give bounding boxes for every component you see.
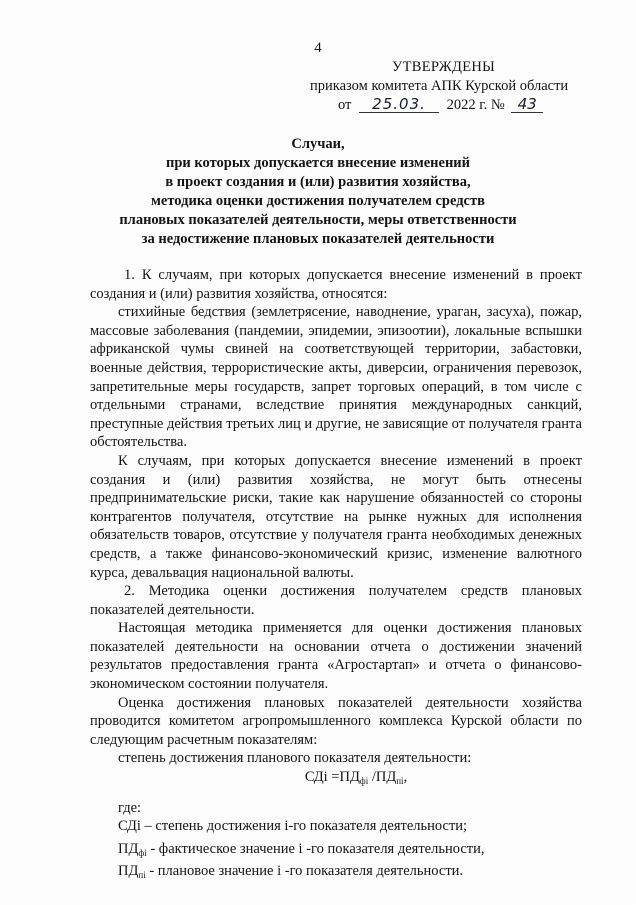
document-body — [90, 266, 582, 885]
paragraph: Настоящая методика применяется для оценки достижения плановых показателей деятельности на основании отчета о достижении значений результатов предоставления гранта «Агростартап» и отчета о финансово-экономическом состоянии получателя. — [90, 620, 582, 693]
heading-line: Случаи, — [291, 136, 345, 152]
definition-item: $ПД_{фi}$ - фактическое значение i -го показателя деятельности, — [118, 840, 485, 858]
heading-line: плановых показателей деятельности, меры ответственности — [119, 212, 517, 228]
approval-line: приказом комитета АПК Курской области — [310, 78, 569, 94]
year-text: 2022 г. № — [446, 97, 505, 113]
paragraph: К случаям, при которых допускается внесение изменений в проект создания и (или) развития хозяйства, не могут быть отнесены предпринимательские риски, такие как нарушение обязанностей со стороны контрагентов получателя, отсутствие на рынке нужных для исполнения обязательств товаров, отсутствие у получателя гранта необходимых денежных средств, а также финансово-экономический кризис, изменение валютного курса, девальвация национальной валюты. — [90, 452, 582, 581]
approval-stamp — [300, 58, 600, 115]
heading-line: за недостижение плановых показателей деятельности — [141, 231, 495, 247]
paragraph: Оценка достижения плановых показателей деятельности хозяйства проводится комитетом агропромышленного комплекса Курской области по следующим расчетным показателям: — [90, 694, 582, 748]
paragraph: 1. К случаям, при которых допускается внесение изменений в проект создания и (или) развития хозяйства, относятся: — [90, 267, 582, 302]
where-label: где: — [118, 799, 142, 816]
heading-line: методика оценки достижения получателем средств — [151, 193, 485, 209]
formula: СДi $=ПД_{фi}$ $/ПД_{пi}$, — [304, 769, 408, 787]
approval-date-line — [300, 96, 600, 115]
handwritten-date: 25.03. — [359, 97, 439, 113]
definition-item: $ПД_{пi}$ - плановое значение i -го показателя деятельности. — [118, 863, 464, 881]
paragraph: стихийные бедствия (землетрясение, наводнение, ураган, засуха), пожар, массовые заболевания (пандемии, эпидемии, эпизоотии), локальные вспышки африканской чумы свиней на соответствующей территории, забастовки, военные действия, террористические акты, диверсии, ограничения перевозок, запретительные меры государств, запрет торговых операций, в том числе с отдельными странами, вследствие принятия международных санкций, преступные действия третьих лиц и другие, не зависящие от получателя гранта обстоятельства. — [90, 304, 582, 451]
document-heading — [60, 135, 576, 249]
date-prefix: от — [338, 97, 352, 113]
paragraph: степень достижения планового показателя деятельности: — [118, 750, 472, 767]
heading-line: при которых допускается внесение изменений — [165, 155, 471, 171]
heading-line: в проект создания и (или) развития хозяйства, — [165, 174, 471, 190]
approval-title: УТВЕРЖДЕНЫ — [392, 59, 496, 75]
paragraph: 2. Методика оценки достижения получателем средств плановых показателей деятельности. — [90, 583, 582, 618]
page-number: 4 — [314, 40, 322, 56]
handwritten-number: 43 — [511, 97, 543, 113]
definition-item: СДi – степень достижения i-го показателя деятельности; — [118, 818, 468, 835]
